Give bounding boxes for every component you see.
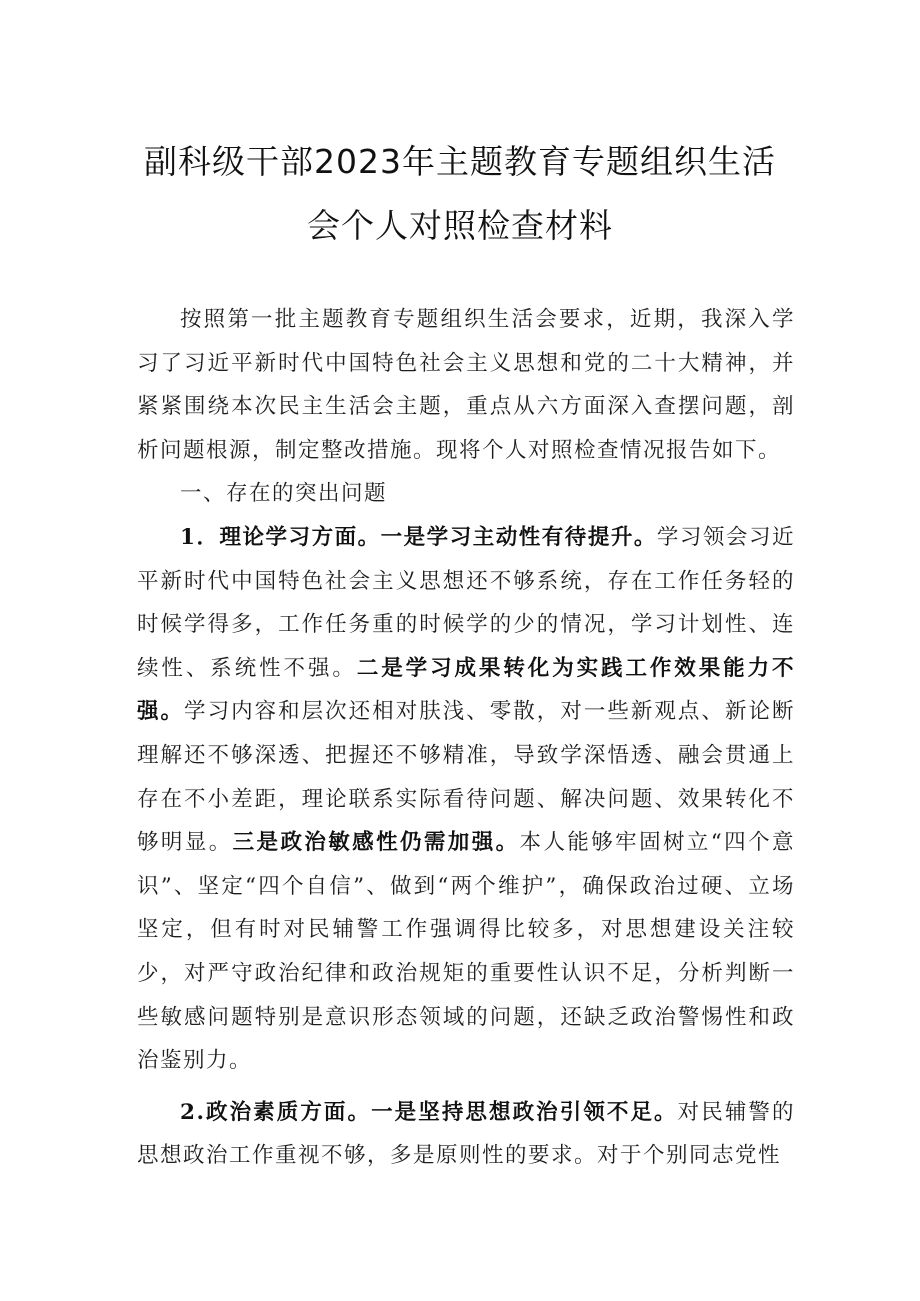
item-1-point-3-heading: 三是政治敏感性仍需加强。 bbox=[232, 830, 520, 856]
item-1-lead: 1．理论学习方面。 bbox=[180, 524, 381, 550]
item-2-point-1-text: 对民辅警的思想政治工作重视不够，多是原则性的要求。对于个别同志党性 bbox=[137, 1099, 795, 1169]
item-1-point-1-text: 学习领会习近平新时代中国特色社会主义思想还不够系统，存在工作任务轻的时候学得多，工作任务重的时候学的少的情况，学习计划性、连续性、系统性不强。 bbox=[137, 524, 795, 681]
document-body bbox=[137, 298, 795, 1178]
item-1-point-1-heading: 一是学习主动性有待提升。 bbox=[380, 524, 657, 550]
item-1-point-2-heading: 二是学习成果转化为实践工作效果能力不强。 bbox=[137, 655, 795, 725]
document-title-line-2: 会个人对照检查材料 bbox=[307, 206, 613, 245]
item-2-point-1-heading: 一是坚持思想政治引领不足。 bbox=[371, 1099, 678, 1125]
document-title-line-1: 副科级干部2023年主题教育专题组织生活 bbox=[144, 142, 776, 181]
item-1-point-2-text: 学习内容和层次还相对肤浅、零散，对一些新观点、新论断理解还不够深透、把握还不够精准，导致学深悟透、融会贯通上存在不小差距，理论联系实际看待问题、解决问题、效果转化不够明显。 bbox=[137, 699, 795, 856]
intro-paragraph: 按照第一批主题教育专题组织生活会要求，近期，我深入学习了习近平新时代中国特色社会主义思想和党的二十大精神，并紧紧围绕本次民主生活会主题，重点从六方面深入查摆问题，剖析问题根源，制定整改措施。现将个人对照检查情况报告如下。 bbox=[137, 307, 795, 463]
item-2-paragraph bbox=[137, 1091, 795, 1178]
item-1-paragraph bbox=[137, 516, 795, 1083]
section-heading: 一、存在的突出问题 bbox=[180, 481, 388, 507]
item-2-lead: 2.政治素质方面。 bbox=[180, 1099, 372, 1125]
item-1-point-3-text: 本人能够牢固树立“四个意识”、坚定“四个自信”、做到“两个维护”，确保政治过硬、立场坚定，但有时对民辅警工作强调得比较多，对思想建设关注较少，对严守政治纪律和政治规矩的重要性认识不足，分析判断一些敏感问题特别是意识形态领域的问题，还缺乏政治警惕性和政治鉴别力。 bbox=[137, 830, 795, 1074]
